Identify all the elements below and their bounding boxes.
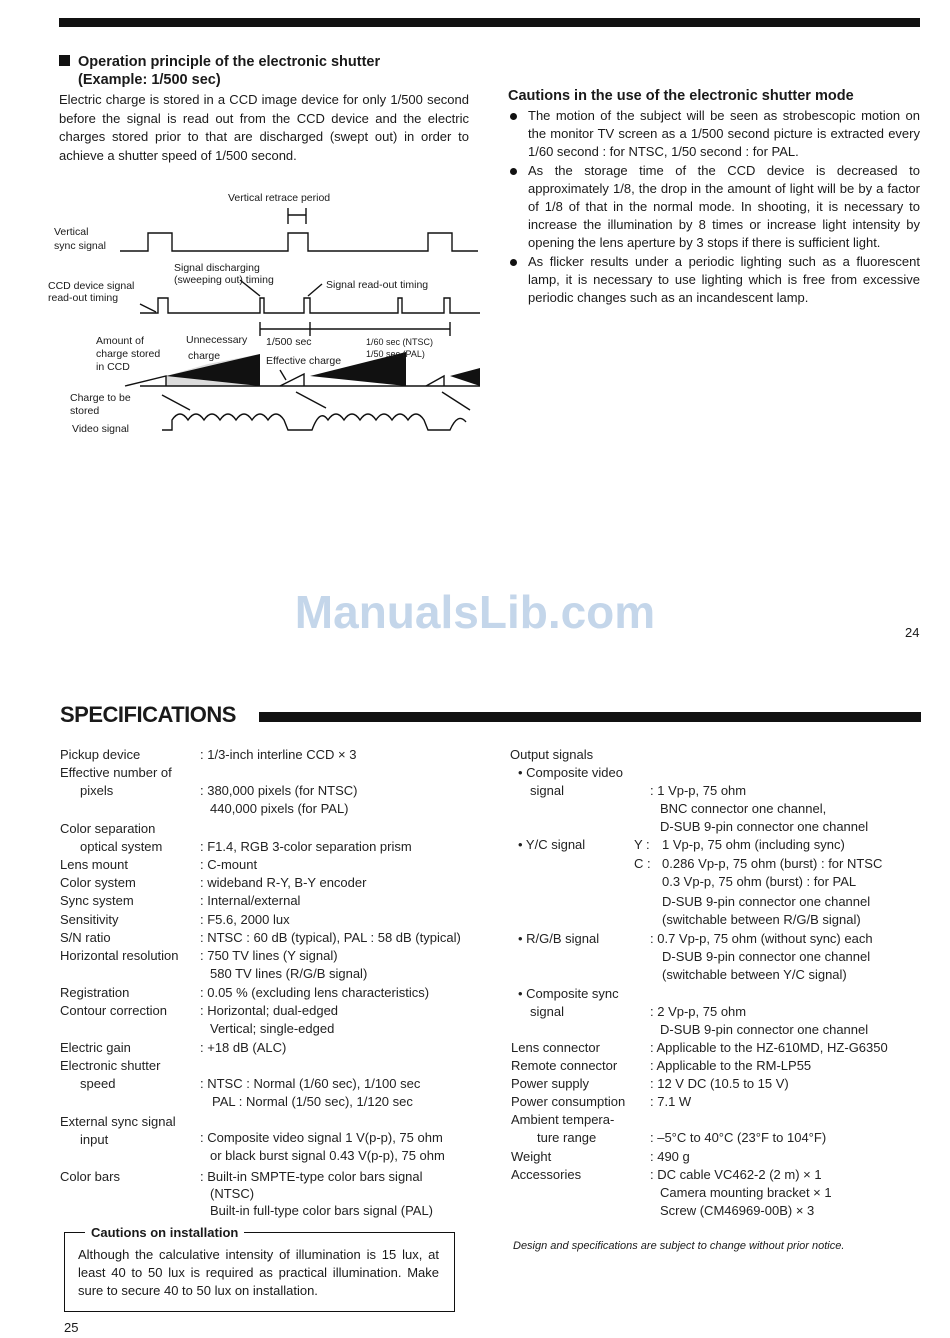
spec-label: • Composite video [518,765,623,780]
specifications-rule [259,712,921,722]
spec-value: PAL : Normal (1/50 sec), 1/120 sec [212,1094,413,1109]
spec-value: 440,000 pixels (for PAL) [210,801,349,816]
label-ccd-readout-1: CCD device signal [48,280,135,292]
cautions-list [508,107,920,307]
spec-value: 0.3 Vp-p, 75 ohm (burst) : for PAL [662,874,857,889]
spec-value: : F5.6, 2000 lux [200,912,290,927]
bullet-icon [510,113,517,120]
spec-label: Weight [511,1149,552,1164]
label-signal-discharging-1: Signal discharging [174,262,260,274]
specs-note: Design and specifications are subject to change without prior notice. [513,1240,845,1252]
spec-value: : F1.4, RGB 3-color separation prism [200,839,412,854]
spec-label: Power consumption [511,1094,626,1109]
spec-value: : Internal/external [200,893,301,908]
spec-value: : 490 g [650,1149,690,1164]
spec-label: Power supply [511,1076,590,1091]
label-signal-readout: Signal read-out timing [326,279,429,291]
label-vertical-retrace: Vertical retrace period [228,192,331,204]
spec-label: signal [530,1004,564,1019]
spec-value: : wideband R-Y, B-Y encoder [200,875,367,890]
label-amount-3: in CCD [96,361,130,373]
page-number-bottom: 25 [64,1320,79,1335]
spec-label: • Composite sync [518,986,619,1001]
spec-label: Registration [60,985,130,1000]
square-bullet-icon [59,55,70,66]
spec-label: input [80,1132,109,1147]
spec-value: (switchable between Y/C signal) [662,967,847,982]
spec-value: Camera mounting bracket × 1 [660,1185,832,1200]
spec-label: Remote connector [511,1058,618,1073]
spec-value: : Applicable to the HZ-610MD, HZ-G6350 [650,1040,888,1055]
spec-label: optical system [80,839,163,854]
list-item: The motion of the subject will be seen as strobescopic motion on the monitor TV screen as a 1/500 second picture is extracted every 1/60 second : for NTSC, 1/50 second : for PAL. [508,107,920,162]
label-charge-stored-1: Charge to be [70,392,131,404]
spec-label: Horizontal resolution [60,948,179,963]
spec-value: : NTSC : Normal (1/60 sec), 1/100 sec [200,1076,421,1091]
label-amount-1: Amount of [96,335,144,347]
label-charge-stored-2: stored [70,405,100,417]
spec-label: Lens mount [60,857,128,872]
spec-value: : Horizontal; dual-edged [200,1003,339,1018]
spec-value: C : [634,856,651,871]
timing-diagram [40,180,500,440]
spec-value: Vertical; single-edged [210,1021,335,1036]
spec-label: speed [80,1076,116,1091]
spec-label: Accessories [511,1167,582,1182]
label-vertical-sync-2: sync signal [54,240,106,252]
spec-value: D-SUB 9-pin connector one channel [662,894,871,909]
spec-label: • Y/C signal [518,837,586,852]
spec-label: Electronic shutter [60,1058,161,1073]
spec-label: Pickup device [60,747,141,762]
label-ccd-readout-2: read-out timing [48,292,119,304]
label-amount-2: charge stored [96,348,161,360]
label-unnecessary-2: charge [188,350,221,362]
spec-value: 580 TV lines (R/G/B signal) [210,966,368,981]
label-1-500-sec: 1/500 sec [266,336,312,348]
spec-value: : Built-in SMPTE-type color bars signal [200,1169,423,1184]
label-ntsc: 1/60 sec (NTSC) [366,337,434,347]
label-unnecessary-1: Unnecessary [186,334,248,346]
spec-label: Electric gain [60,1040,131,1055]
watermark-logo: ManualsLib.com [294,586,656,638]
spec-value: : –5°C to 40°C (23°F to 104°F) [650,1130,827,1145]
spec-value: D-SUB 9-pin connector one channel [660,1022,869,1037]
spec-value: : 380,000 pixels (for NTSC) [200,783,358,798]
spec-label: Color system [60,875,136,890]
spec-value: Screw (CM46969-00B) × 3 [660,1203,815,1218]
label-vertical-sync-1: Vertical [54,226,89,238]
spec-value: 1 Vp-p, 75 ohm (including sync) [662,837,845,852]
spec-value: D-SUB 9-pin connector one channel [660,819,869,834]
spec-value: : 2 Vp-p, 75 ohm [650,1004,747,1019]
spec-label: Output signals [510,747,594,762]
specifications-title: SPECIFICATIONS [60,702,236,727]
spec-value: BNC connector one channel, [660,801,827,816]
spec-value: : C-mount [200,857,258,872]
spec-value: : Applicable to the RM-LP55 [650,1058,812,1073]
operation-heading: Operation principle of the electronic shutter (Example: 1/500 sec) [59,53,380,89]
spec-value: : 0.7 Vp-p, 75 ohm (without sync) each [650,931,873,946]
spec-value: : 1/3-inch interline CCD × 3 [200,747,357,762]
cautions-installation-text: Although the calculative intensity of illumination is 15 lux, at least 40 to 50 lux is required as practical illumination. Make sure to secure 40 to 50 lux on installation. [78,1247,439,1299]
spec-label: Contour correction [60,1003,167,1018]
cautions-installation-title: Cautions on installation [85,1225,244,1240]
spec-value: : DC cable VC462-2 (2 m) × 1 [650,1167,822,1182]
spec-label: External sync signal [60,1114,176,1129]
page-number-top: 24 [905,625,920,640]
spec-value: : 1 Vp-p, 75 ohm [650,783,747,798]
spec-label: S/N ratio [60,930,111,945]
spec-value: D-SUB 9-pin connector one channel [662,949,871,964]
label-pal: 1/50 sec (PAL) [366,349,425,359]
spec-label: Sensitivity [60,912,119,927]
spec-value: : +18 dB (ALC) [200,1040,287,1055]
spec-label: • R/G/B signal [518,931,600,946]
spec-value: Built-in full-type color bars signal (PAL) [210,1203,434,1218]
spec-label: Effective number of [60,765,172,780]
bullet-icon [510,259,517,266]
spec-value: Y : [634,837,650,852]
spec-label: pixels [80,783,114,798]
spec-label: signal [530,783,564,798]
spec-label: Sync system [60,893,134,908]
spec-value: : 12 V DC (10.5 to 15 V) [650,1076,789,1091]
label-signal-discharging-2: (sweeping out) timing [174,274,274,286]
spec-value: : 750 TV lines (Y signal) [200,948,338,963]
spec-value: (switchable between R/G/B signal) [662,912,861,927]
bullet-icon [510,168,517,175]
top-rule [59,18,920,27]
spec-label: Lens connector [511,1040,600,1055]
list-item: As flicker results under a periodic lighting such as a fluorescent lamp, it is necessary to use lighting which is free from excessive periodic changes such as an incandescent lamp. [508,253,920,308]
operation-paragraph: Electric charge is stored in a CCD image device for only 1/500 second before the signal is read out from the CCD device and the electric charges stored prior to that are discharged (swept out) in order to achieve a shutter speed of 1/500 second. [59,92,469,163]
spec-label: Color separation [60,821,156,836]
spec-value: : NTSC : 60 dB (typical), PAL : 58 dB (typical) [200,930,461,945]
spec-value: (NTSC) [210,1186,255,1201]
cautions-heading: Cautions in the use of the electronic shutter mode [508,88,854,104]
spec-value: or black burst signal 0.43 V(p-p), 75 ohm [210,1148,445,1163]
spec-value: : 0.05 % (excluding lens characteristics) [200,985,430,1000]
label-video-signal: Video signal [72,423,130,435]
spec-label: ture range [537,1130,597,1145]
spec-value: 0.286 Vp-p, 75 ohm (burst) : for NTSC [662,856,883,871]
list-item: As the storage time of the CCD device is decreased to approximately 1/8, the drop in the amount of light will be by a factor of 1/8 of that in the normal mode. In shooting, it is necessary to increase the illumination by 8 times or increase light intensity by opening the lens aperture by 3 stops if there is sufficient light. [508,162,920,253]
spec-value: : 7.1 W [650,1094,692,1109]
spec-label: Ambient tempera- [511,1112,615,1127]
spec-label: Color bars [60,1169,120,1184]
spec-value: : Composite video signal 1 V(p-p), 75 ohm [200,1130,443,1145]
label-effective-charge: Effective charge [266,355,342,367]
